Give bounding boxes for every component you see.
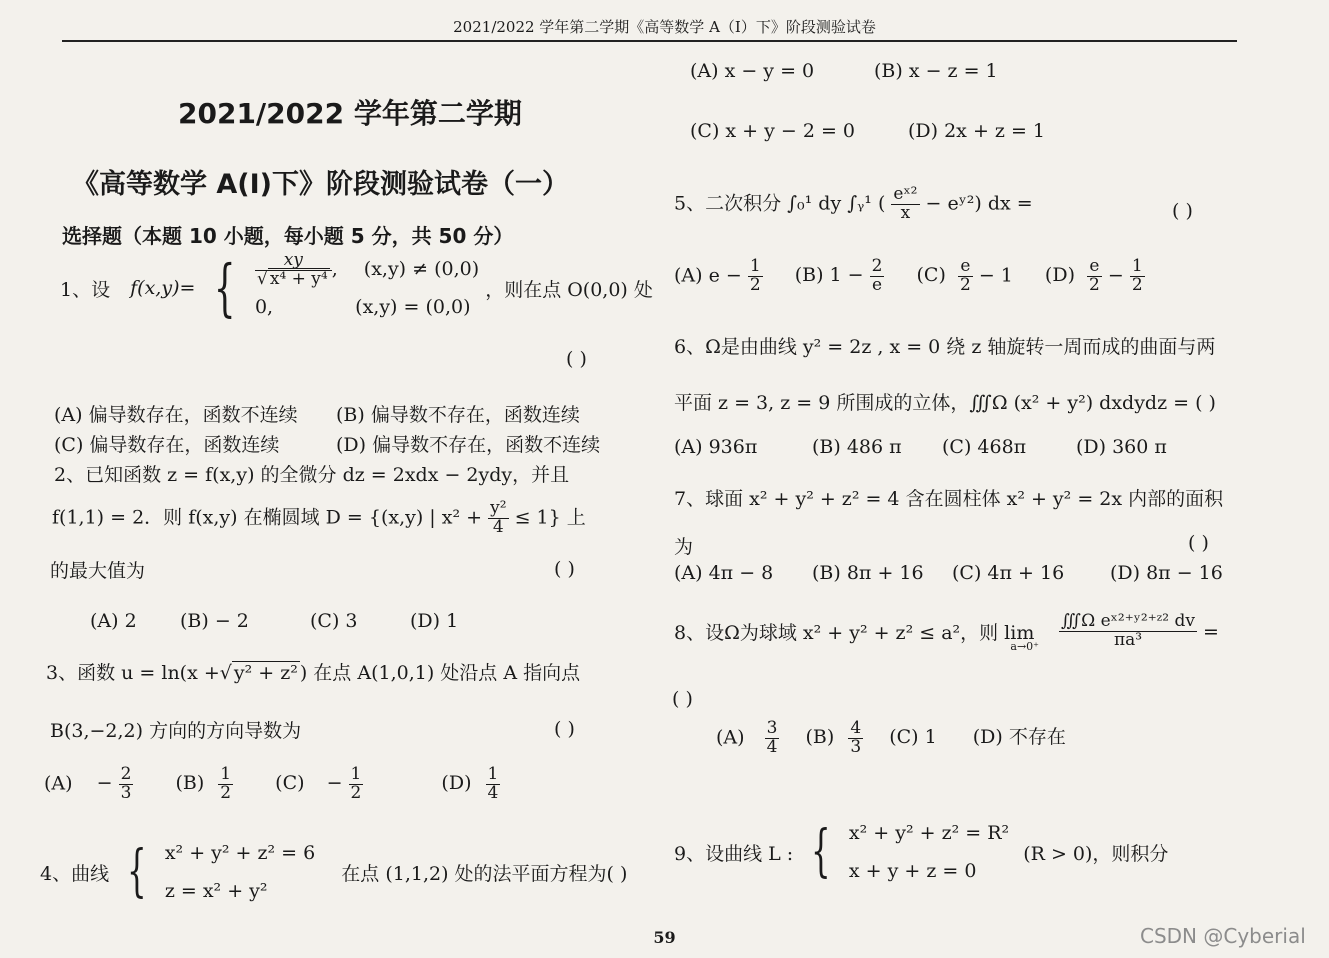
q1-cond1: (x,y) ≠ (0,0) [363, 258, 480, 280]
q3-line2: B(3,−2,2) 方向的方向导数为 [50, 720, 302, 742]
q8-option-d: (D) 不存在 [972, 726, 1066, 749]
q2-line2: f(1,1) = 2．则 f(x,y) 在椭圆域 D = {(x,y) | x² + $\frac{\text{y²}}{4}$ ≤ 1} 上 [52, 498, 586, 537]
q8-lim-subscript: a→0⁺ [1010, 640, 1039, 653]
title-line1: 2021/2022 学年第二学期 [178, 97, 522, 130]
q2-option-c: (C) 3 [310, 610, 358, 632]
q3-options: (A) − $\frac{2}{3}$ (B) $\frac{1}{2}$ (C) − $\frac{1}{2}$ (D) $\frac{1}{4}$ [44, 764, 499, 803]
q7-option-c: (C) 4π + 16 [952, 562, 1065, 584]
q8-answer-paren: ( ) [672, 688, 693, 710]
q1-func: f(x,y)= [130, 277, 196, 299]
q5-line: 5、二次积分 ∫₀¹ dy ∫ᵧ¹ ( $\frac{\text{eˣ²}}{x}$ − eʸ²) dx = [674, 184, 1033, 223]
q8-line1: 8、设Ω为球域 x² + y² + z² ≤ a²，则 lim a→0⁺ $\frac{\text{∭Ω eˣ²⁺ʸ²⁺ᶻ² dv}}{\text{πa³}}$ = [674, 611, 1219, 653]
q6-option-a: (A) 936π [674, 436, 758, 458]
q8-options: (A) $\frac{3}{4}$ (B) $\frac{4}{3}$ (C) 1 (D) 不存在 [716, 718, 1066, 757]
q3-option-d: (D) [441, 772, 472, 795]
page-header [0, 0, 1329, 46]
q7-line1: 7、球面 x² + y² + z² = 4 含在圆柱体 x² + y² = 2x 内部的面积 [674, 488, 1224, 510]
q6-line1: 6、Ω是由曲线 y² = 2z , x = 0 绕 z 轴旋转一周而成的曲面与两 [674, 336, 1216, 358]
q5-answer-paren: ( ) [1172, 200, 1193, 222]
question-4 [40, 834, 627, 914]
q4-option-a: (A) x − y = 0 [690, 60, 815, 82]
q9-system: x² + y² + z² = R² x + y + z = 0 [848, 822, 1010, 882]
q2-line1: 2、已知函数 z = f(x,y) 的全微分 dz = 2xdx − 2ydy，并且 [54, 464, 570, 486]
q8-option-b: (B) [805, 726, 835, 749]
q5-option-c: (C) [916, 264, 946, 287]
q9-prefix: 9、设曲线 L : [674, 842, 794, 865]
q4-prefix: 4、曲线 [40, 862, 110, 885]
q4-option-c: (C) x + y − 2 = 0 [690, 120, 856, 142]
q6-option-c: (C) 468π [942, 436, 1027, 458]
question-9 [674, 814, 1168, 894]
q3-answer-paren: ( ) [554, 718, 575, 740]
q8-fraction: $\frac{\text{∭Ω eˣ²⁺ʸ²⁺ᶻ² dv}}{\text{πa³}}$ [1061, 611, 1195, 650]
q1-cond2: (x,y) = (0,0) [355, 296, 471, 318]
q3-option-a: (A) [44, 772, 73, 795]
q2-line3: 的最大值为 [50, 560, 146, 582]
q6-line2: 平面 z = 3, z = 9 所围成的立体，∭Ω (x² + y²) dxdydz = ( ) [674, 392, 1216, 414]
q1-answer-paren: ( ) [566, 348, 587, 370]
q9-brace: { [811, 819, 831, 884]
q2-answer-paren: ( ) [554, 558, 575, 580]
q7-option-d: (D) 8π − 16 [1110, 562, 1223, 584]
header-rule [62, 40, 1237, 42]
q4-option-d: (D) 2x + z = 1 [908, 120, 1045, 142]
q3-option-b: (B) [175, 772, 205, 795]
q7-line2: 为 [674, 536, 694, 558]
q4-system: x² + y² + z² = 6 z = x² + y² [164, 842, 316, 902]
q3-option-c: (C) [275, 772, 305, 795]
page-number: 59 [653, 928, 676, 947]
q1-option-d: (D) 偏导数不存在，函数不连续 [336, 434, 601, 456]
q1-brace: { [214, 251, 237, 324]
title-line2: 《高等数学 A(I)下》阶段测验试卷（一） [72, 169, 570, 200]
watermark-text: CSDN @Cyberial [1140, 924, 1306, 948]
q2-option-a: (A) 2 [90, 610, 137, 632]
header-title: 2021/2022 学年第二学期《高等数学 A（I）下》阶段测验试卷 [453, 18, 876, 36]
q6-option-d: (D) 360 π [1076, 436, 1167, 458]
q2-fraction: $\frac{\text{y²}}{4}$ [490, 498, 507, 537]
q4-option-b: (B) x − z = 1 [874, 60, 998, 82]
question-1 [60, 250, 653, 346]
q3-line1: 3、函数 u = ln(x +√ y² + z² ) 在点 A(1,0,1) 处沿点 A 指向点 [46, 662, 581, 684]
q8-option-c: (C) 1 [889, 726, 937, 749]
q5-option-d: (D) [1044, 264, 1075, 287]
q1-piecewise: $\frac{xy}{\text{√ x⁴ + y⁴}}$ , (x,y) ≠ (0,0) 0, (x,y) = (0,0) [254, 249, 480, 318]
q4-suffix: 在点 (1,1,2) 处的法平面方程为( ) [341, 862, 628, 885]
q7-option-b: (B) 8π + 16 [812, 562, 924, 584]
q8-option-a: (A) [716, 726, 745, 749]
q1-option-a: (A) 偏导数存在，函数不连续 [54, 404, 298, 426]
q4-brace: { [127, 839, 147, 904]
q1-fraction: $\frac{xy}{\text{√ x⁴ + y⁴}}$ [255, 252, 332, 289]
q1-case2: 0, [254, 296, 274, 318]
q6-option-b: (B) 486 π [812, 436, 902, 458]
q2-option-b: (B) − 2 [180, 610, 249, 632]
q1-option-c: (C) 偏导数存在，函数连续 [54, 434, 280, 456]
q7-answer-paren: ( ) [1188, 532, 1209, 554]
q7-option-a: (A) 4π − 8 [674, 562, 774, 584]
section-heading: 选择题（本题 10 小题，每小题 5 分，共 50 分） [62, 224, 514, 248]
q5-options: (A) e − $\frac{1}{2}$ (B) 1 − $\frac{2}{e}$ (C) $\frac{e}{2}$ − 1 (D) $\frac{e}{2}$ − $\frac{1}{2}$ [674, 256, 1143, 295]
q1-option-b: (B) 偏导数不存在，函数连续 [336, 404, 580, 426]
q5-option-b: (B) 1 − [794, 264, 864, 287]
q1-suffix: ，则在点 O(0,0) 处 [485, 278, 653, 301]
q2-option-d: (D) 1 [410, 610, 459, 632]
q5-option-a: (A) e − [674, 264, 742, 287]
q1-prefix: 1、设 [60, 278, 111, 301]
q9-suffix: (R > 0)，则积分 [1023, 842, 1169, 865]
